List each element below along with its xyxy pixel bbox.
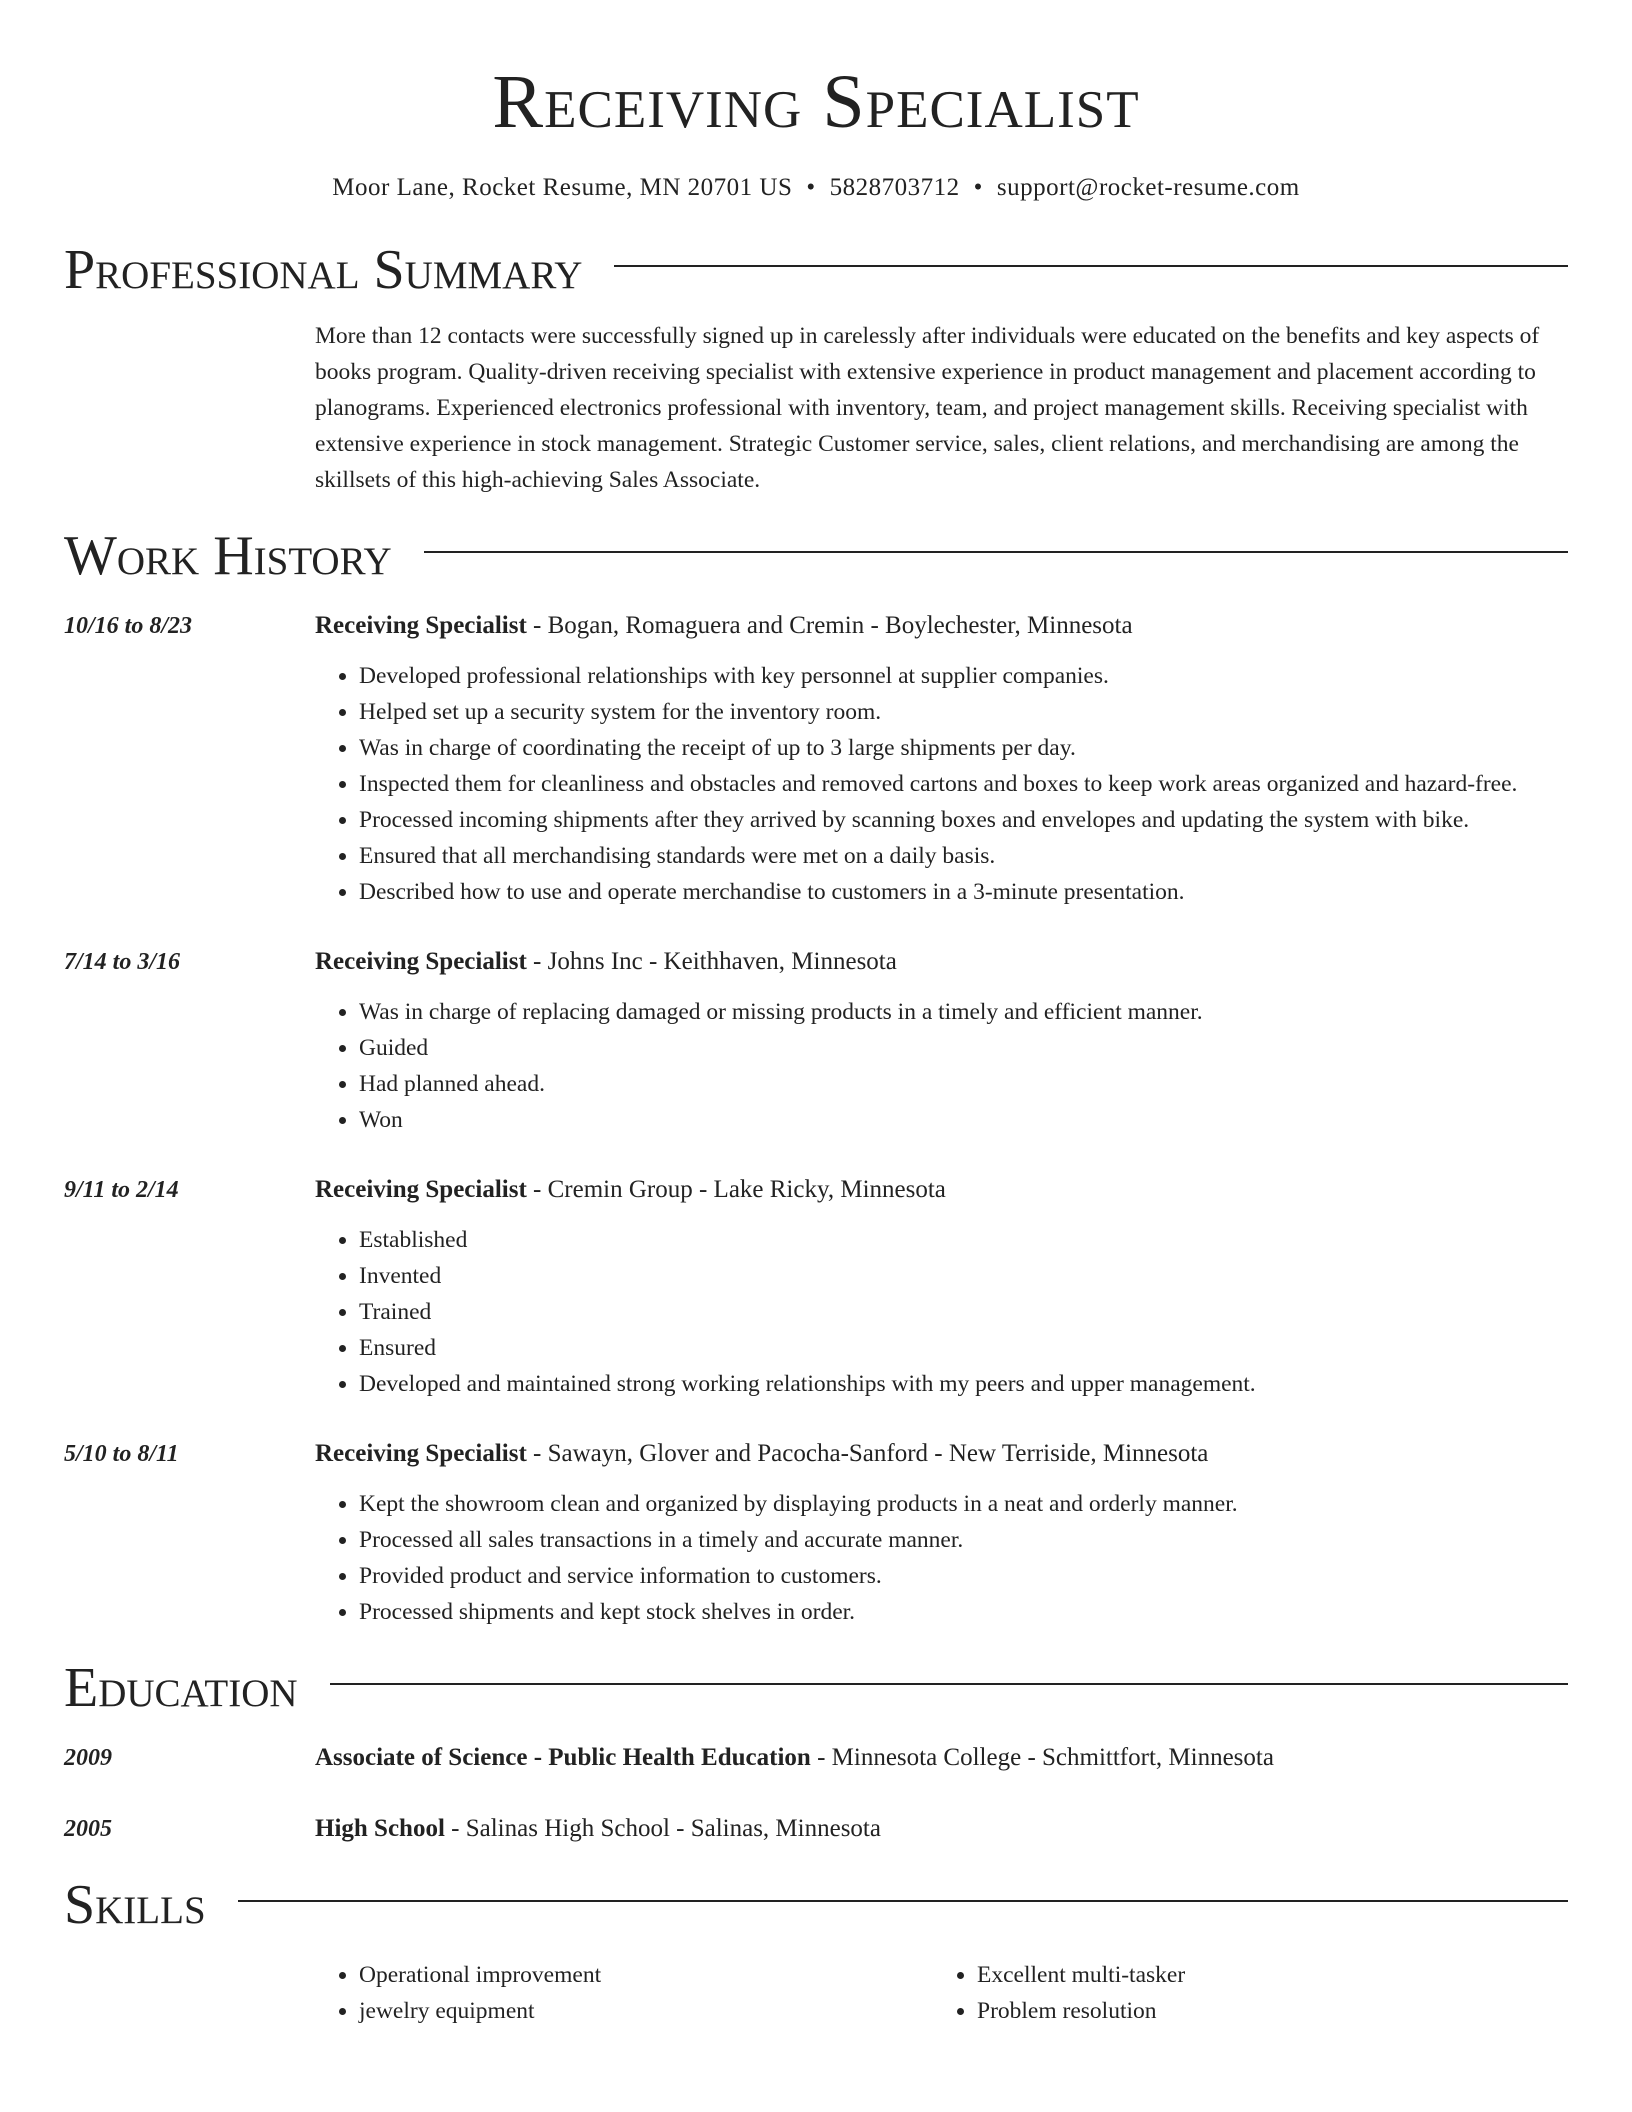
job-dates: 10/16 to 8/23: [64, 613, 193, 639]
list-item: • Processed shipments and kept stock shelves in order.: [359, 1594, 1568, 1630]
education-year: 2009: [64, 1745, 112, 1771]
skills-column-right: [933, 1957, 1551, 2029]
contact-separator: •: [973, 174, 983, 201]
list-item: • Developed and maintained strong working relationships with my peers and upper management.: [359, 1366, 1568, 1402]
job-bullets: [315, 658, 1568, 910]
skills-column-left: [315, 1957, 933, 2029]
job-title-line: [315, 944, 1568, 980]
education-body: [315, 1811, 1568, 1847]
list-item: • Ensured that all merchandising standards were met on a daily basis.: [359, 838, 1568, 874]
job-bullets: [315, 1222, 1568, 1402]
job-details: - Sawayn, Glover and Pacocha-Sanford - New Terriside, Minnesota: [526, 1440, 1209, 1467]
education-entry: [64, 1811, 1568, 1847]
job-dates: 5/10 to 8/11: [64, 1441, 179, 1467]
contact-email: support@rocket-resume.com: [996, 174, 1300, 201]
education-title-line: [315, 1740, 1568, 1776]
list-item: • Provided product and service information to customers.: [359, 1558, 1568, 1594]
summary-section-header: [64, 239, 1568, 301]
job-role: Receiving Specialist: [315, 612, 527, 639]
list-item: • Established: [359, 1222, 1568, 1258]
list-item: • Developed professional relationships with key personnel at supplier companies.: [359, 658, 1568, 694]
contact-line: [64, 174, 1568, 202]
contact-separator: •: [806, 174, 816, 201]
job-entry: [64, 1436, 1568, 1630]
list-item: • Invented: [359, 1258, 1568, 1294]
list-item: • Won: [359, 1102, 1568, 1138]
summary-text: More than 12 contacts were successfully signed up in carelessly after individuals were educated on the benefits and key aspects of books program. Quality-driven receiving specialist with extensive experience in product management and placement according to planograms. Experienced electronics professional with inventory, team, and project management skills. Receiving specialist with extensive experience in stock management. Strategic Customer service, sales, client relations, and merchandising are among the skillsets of this high-achieving Sales Associate.: [315, 323, 1540, 493]
list-item: • Described how to use and operate merchandise to customers in a 3-minute presentation.: [359, 874, 1568, 910]
list-item: • Kept the showroom clean and organized by displaying products in a neat and orderly manner.: [359, 1486, 1568, 1522]
education-details: - Minnesota College - Schmittfort, Minnesota: [810, 1744, 1274, 1771]
job-body: [315, 608, 1568, 910]
summary-section-title: Professional Summary: [64, 239, 583, 301]
skills-section-title: Skills: [64, 1874, 206, 1936]
skill-item: • Operational improvement: [359, 1957, 933, 1993]
skill-item: • jewelry equipment: [359, 1993, 933, 2029]
contact-address: Moor Lane, Rocket Resume, MN 20701 US: [332, 174, 793, 201]
job-dates: 9/11 to 2/14: [64, 1177, 179, 1203]
list-item: • Helped set up a security system for the inventory room.: [359, 694, 1568, 730]
section-divider: [330, 1683, 1568, 1685]
list-item: • Was in charge of replacing damaged or missing products in a timely and efficient manner.: [359, 994, 1568, 1030]
job-bullets: [315, 994, 1568, 1138]
job-title-line: [315, 1436, 1568, 1472]
job-details: - Cremin Group - Lake Ricky, Minnesota: [526, 1176, 946, 1203]
list-item: • Was in charge of coordinating the receipt of up to 3 large shipments per day.: [359, 730, 1568, 766]
education-section-title: Education: [64, 1657, 298, 1719]
list-item: • Had planned ahead.: [359, 1066, 1568, 1102]
contact-phone: 5828703712: [829, 174, 960, 201]
education-details: - Salinas High School - Salinas, Minnesota: [444, 1815, 881, 1842]
list-item: • Ensured: [359, 1330, 1568, 1366]
job-details: - Bogan, Romaguera and Cremin - Boylechester, Minnesota: [526, 612, 1133, 639]
list-item: • Inspected them for cleanliness and obstacles and removed cartons and boxes to keep work areas organized and hazard-free.: [359, 766, 1568, 802]
job-title-line: [315, 1172, 1568, 1208]
job-body: [315, 1436, 1568, 1630]
education-degree: High School: [315, 1815, 445, 1842]
education-degree: Associate of Science - Public Health Education: [315, 1744, 811, 1771]
skills-list: [315, 1957, 1568, 2029]
section-divider: [614, 265, 1568, 267]
job-role: Receiving Specialist: [315, 1440, 527, 1467]
job-role: Receiving Specialist: [315, 948, 527, 975]
skills-section-header: [64, 1874, 1568, 1936]
skill-item: • Problem resolution: [977, 1993, 1551, 2029]
job-body: [315, 944, 1568, 1138]
education-section-header: [64, 1657, 1568, 1719]
job-bullets: [315, 1486, 1568, 1630]
list-item: • Guided: [359, 1030, 1568, 1066]
list-item: • Trained: [359, 1294, 1568, 1330]
work-section-title: Work History: [64, 525, 392, 587]
list-item: • Processed all sales transactions in a timely and accurate manner.: [359, 1522, 1568, 1558]
job-entry: [64, 1172, 1568, 1402]
section-divider: [424, 551, 1568, 553]
list-item: • Processed incoming shipments after they arrived by scanning boxes and envelopes and updating the system with bike.: [359, 802, 1568, 838]
skill-item: • Excellent multi-tasker: [977, 1957, 1551, 1993]
job-title-line: [315, 608, 1568, 644]
job-role: Receiving Specialist: [315, 1176, 527, 1203]
section-divider: [238, 1900, 1568, 1902]
resume-name: Receiving Specialist: [492, 60, 1140, 144]
education-body: [315, 1740, 1568, 1776]
job-details: - Johns Inc - Keithhaven, Minnesota: [526, 948, 897, 975]
education-entry: [64, 1740, 1568, 1776]
education-title-line: [315, 1811, 1568, 1847]
job-dates: 7/14 to 3/16: [64, 949, 181, 975]
job-entry: [64, 608, 1568, 910]
job-body: [315, 1172, 1568, 1402]
job-entry: [64, 944, 1568, 1138]
resume-page: [64, 0, 1568, 2029]
education-year: 2005: [64, 1816, 112, 1842]
work-section-header: [64, 525, 1568, 587]
